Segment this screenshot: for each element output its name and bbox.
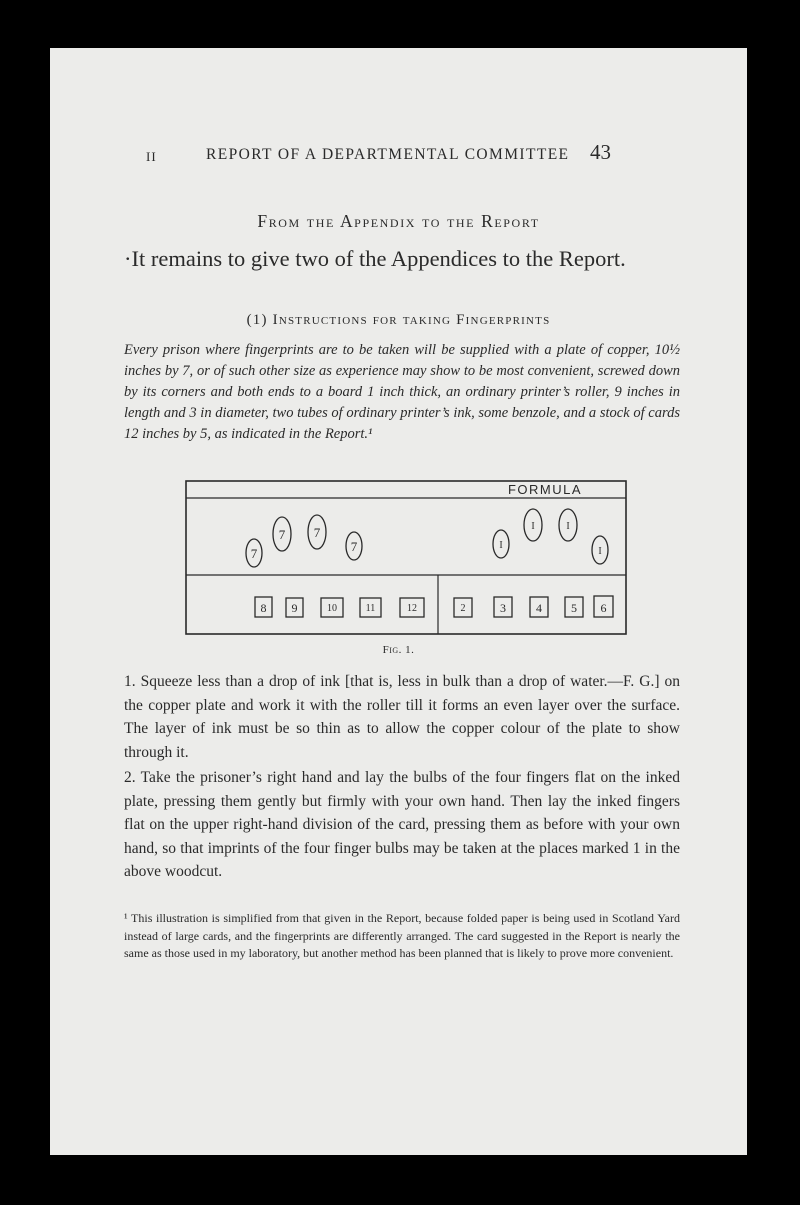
left-box-5 — [400, 598, 424, 617]
section-title — [50, 211, 747, 232]
right-oval-4 — [592, 536, 608, 564]
svg-text:6: 6 — [600, 601, 607, 615]
equipment-paragraph: Every prison where fingerprints are to be taken will be supplied with a plate of copper, 10½ inches by 7, or of such other size as experience may show to be most convenient, screwed down by its corners and both ends to a board 1 inch thick, an ordinary printer’s roller, 9 inches in length and 3 in diameter, two tubes of ordinary printer’s ink, some benzole, and a stock of cards 12 inches by 5, as indicated in the Report.¹ — [124, 342, 680, 442]
fingerprint-card-figure — [185, 480, 628, 638]
left-box-1 — [255, 597, 272, 617]
figure-caption-text: Fig. 1. — [382, 644, 415, 656]
svg-text:3: 3 — [500, 601, 506, 615]
svg-text:7: 7 — [350, 539, 358, 554]
svg-text:7: 7 — [278, 527, 286, 542]
right-oval-3 — [559, 509, 577, 541]
step-1-paragraph: 1. Squeeze less than a drop of ink [that is, less in bulk than a drop of water.—F. G.] on the copper plate and work it with the roller till it forms an even layer over the surface. The layer of ink must be so thin as to allow the copper colour of the plate to show through it. — [124, 673, 680, 761]
left-box-2 — [286, 598, 303, 617]
svg-text:9: 9 — [291, 601, 298, 615]
svg-text:7: 7 — [313, 525, 321, 540]
instructions-title-text: (1) Instructions for taking Fingerprints — [246, 312, 551, 328]
figure-caption — [50, 644, 747, 656]
left-oval-3 — [308, 515, 326, 549]
intro-paragraph: ·It remains to give two of the Appendices to the Report. — [124, 246, 626, 271]
step-2-paragraph: 2. Take the prisoner’s right hand and lay the bulbs of the four fingers flat on the inked plate, pressing them gently but firmly with your own hand. Then lay the inked fingers flat on the upper right-hand division of the card, pressing them as before with your own hand, so that imprints of the four finger bulbs may be taken at the places marked 1 in the above woodcut. — [124, 769, 680, 880]
formula-label: FORMULA — [507, 482, 583, 497]
svg-text:I: I — [598, 546, 602, 557]
right-box-3 — [530, 597, 548, 617]
right-box-5 — [594, 596, 613, 617]
svg-text:2: 2 — [460, 603, 466, 614]
svg-text:11: 11 — [365, 603, 376, 614]
right-oval-2 — [524, 509, 542, 541]
running-title: REPORT OF A DEPARTMENTAL COMMITTEE — [206, 146, 570, 163]
right-oval-1 — [493, 530, 509, 558]
section-numeral: II — [146, 149, 157, 164]
left-oval-1 — [246, 539, 262, 567]
left-box-4 — [360, 598, 381, 617]
right-box-1 — [454, 598, 472, 617]
svg-text:8: 8 — [260, 601, 267, 615]
svg-text:I: I — [499, 540, 503, 551]
svg-text:4: 4 — [536, 601, 542, 615]
page-number: 43 — [590, 140, 611, 164]
instructions-title — [50, 312, 747, 329]
svg-text:12: 12 — [407, 603, 417, 614]
svg-text:I: I — [566, 521, 570, 532]
right-box-4 — [565, 597, 583, 617]
left-oval-4 — [346, 532, 362, 560]
svg-text:I: I — [531, 521, 535, 532]
svg-text:10: 10 — [327, 603, 337, 614]
section-title-text: From the Appendix to the Report — [257, 211, 540, 231]
right-box-2 — [494, 597, 512, 617]
svg-text:5: 5 — [571, 601, 577, 615]
left-oval-2 — [273, 517, 291, 551]
svg-text:7: 7 — [250, 546, 258, 561]
footnote: ¹ This illustration is simplified from that given in the Report, because folded paper is being used in Scotland Yard instead of large cards, and the fingerprints are differently arranged. The card suggested in the Report is nearly the same as those used in my laboratory, but another method has been planned that is likely to prove more convenient. — [124, 911, 680, 960]
book-page — [50, 48, 747, 1155]
left-box-3 — [321, 598, 343, 617]
